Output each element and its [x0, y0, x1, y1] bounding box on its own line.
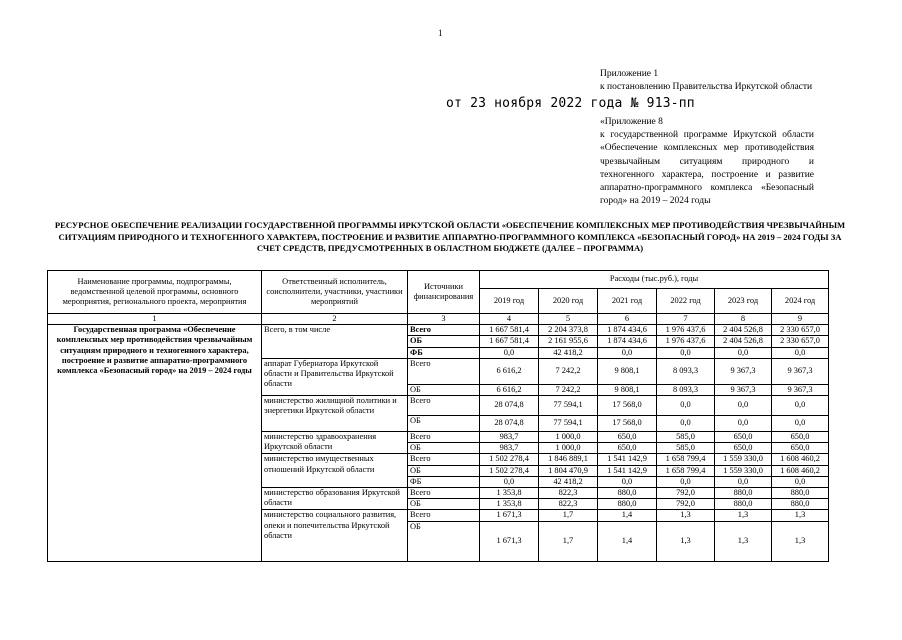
annex-line: аппаратно-программного комплекса «Безопасный — [600, 183, 814, 194]
value-cell: 77 594,1 — [539, 396, 598, 416]
value-cell: 650,0 — [715, 432, 772, 443]
executor-cell: аппарат Губернатора Иркутской области и Правительства Иркутской области — [262, 358, 408, 395]
annex-line: к государственной программе Иркутской области — [600, 130, 814, 141]
value-cell: 1 608 460,2 — [772, 454, 829, 465]
executor-cell: Всего, в том числе — [262, 325, 408, 359]
value-cell: 1,3 — [657, 510, 715, 521]
value-cell: 28 074,8 — [480, 416, 539, 432]
source-cell: Всего — [408, 488, 480, 499]
value-cell: 1,4 — [598, 521, 657, 561]
annex-line: «Обеспечение комплексных мер противодействия — [600, 143, 814, 154]
column-number: 9 — [772, 314, 829, 325]
annex-line: «Приложение 8 — [600, 117, 663, 127]
column-number: 7 — [657, 314, 715, 325]
source-cell: ОБ — [408, 521, 480, 561]
source-cell: ФБ — [408, 347, 480, 358]
value-cell: 9 808,1 — [598, 358, 657, 384]
column-number-row — [48, 314, 829, 325]
value-cell: 650,0 — [772, 432, 829, 443]
value-cell: 2 330 657,0 — [772, 325, 829, 336]
value-cell: 650,0 — [598, 432, 657, 443]
program-name: Государственная программа «Обеспечение комплексных мер противодействия чрезвычайным ситуациям природного и техногенного характера, построение и развитие аппаратно-программного комплекса «Безопасный город» на 2019 – 2024 годы — [48, 325, 262, 561]
value-cell: 0,0 — [657, 347, 715, 358]
value-cell: 822,3 — [539, 488, 598, 499]
value-cell: 1 541 142,9 — [598, 465, 657, 476]
value-cell: 0,0 — [715, 347, 772, 358]
value-cell: 1,7 — [539, 521, 598, 561]
value-cell: 1 667 581,4 — [480, 325, 539, 336]
value-cell: 0,0 — [480, 476, 539, 487]
year-header: 2022 год — [657, 289, 715, 314]
value-cell: 17 568,0 — [598, 416, 657, 432]
value-cell: 880,0 — [715, 499, 772, 510]
value-cell: 1 667 581,4 — [480, 336, 539, 347]
value-cell: 6 616,2 — [480, 358, 539, 384]
value-cell: 9 367,3 — [715, 384, 772, 395]
value-cell: 1 559 330,0 — [715, 454, 772, 465]
value-cell: 1 000,0 — [539, 432, 598, 443]
value-cell: 8 093,3 — [657, 358, 715, 384]
column-number: 4 — [480, 314, 539, 325]
source-cell: ФБ — [408, 476, 480, 487]
column-number: 6 — [598, 314, 657, 325]
column-number: 1 — [48, 314, 262, 325]
document-title: РЕСУРСНОЕ ОБЕСПЕЧЕНИЕ РЕАЛИЗАЦИИ ГОСУДАРСТВЕННОЙ ПРОГРАММЫ ИРКУТСКОЙ ОБЛАСТИ «ОБЕСПЕЧЕНИЕ КОМПЛЕКСНЫХ МЕР ПРОТИВОДЕЙСТВИЯ ЧРЕЗВЫЧАЙНЫМ СИТУАЦИЯМ ПРИРОДНОГО И ТЕХНОГЕННОГО ХАРАКТЕРА, ПОСТРОЕНИЕ И РАЗВИТИЕ АППАРАТНО-ПРОГРАММНОГО КОМПЛЕКСА «БЕЗОПАСНЫЙ ГОРОД» НА 2019 – 2024 ГОДЫ ЗА СЧЕТ СРЕДСТВ, ПРЕДУСМОТРЕННЫХ В ОБЛАСТНОМ БЮДЖЕТЕ (ДАЛЕЕ – ПРОГРАММА) — [54, 220, 846, 254]
annex-line: чрезвычайным ситуациям природного и — [600, 156, 814, 167]
value-cell: 792,0 — [657, 499, 715, 510]
col-header-executor: Ответственный исполнитель, соисполнители, участники, участники мероприятий — [262, 271, 408, 314]
source-cell: ОБ — [408, 443, 480, 454]
value-cell: 0,0 — [657, 476, 715, 487]
value-cell: 9 367,3 — [715, 358, 772, 384]
value-cell: 650,0 — [772, 443, 829, 454]
column-number: 2 — [262, 314, 408, 325]
value-cell: 880,0 — [772, 488, 829, 499]
source-cell: Всего — [408, 432, 480, 443]
header-line: к постановлению Правительства Иркутской области — [600, 82, 813, 92]
source-cell: Всего — [408, 358, 480, 384]
value-cell: 9 367,3 — [772, 358, 829, 384]
column-number: 5 — [539, 314, 598, 325]
column-number: 3 — [408, 314, 480, 325]
value-cell: 1 976 437,6 — [657, 336, 715, 347]
value-cell: 880,0 — [715, 488, 772, 499]
header-block — [600, 68, 812, 94]
value-cell: 1,3 — [715, 510, 772, 521]
value-cell: 1,3 — [772, 521, 829, 561]
year-header: 2021 год — [598, 289, 657, 314]
table-row — [48, 325, 829, 336]
value-cell: 1 000,0 — [539, 443, 598, 454]
source-cell: Всего — [408, 325, 480, 336]
value-cell: 1 658 799,4 — [657, 454, 715, 465]
value-cell: 822,3 — [539, 499, 598, 510]
value-cell: 585,0 — [657, 432, 715, 443]
value-cell: 0,0 — [715, 396, 772, 416]
value-cell: 2 161 955,6 — [539, 336, 598, 347]
value-cell: 1 559 330,0 — [715, 465, 772, 476]
value-cell: 0,0 — [715, 476, 772, 487]
value-cell: 0,0 — [598, 347, 657, 358]
source-cell: ОБ — [408, 465, 480, 476]
header-line: Приложение 1 — [600, 69, 659, 79]
value-cell: 1 846 889,1 — [539, 454, 598, 465]
value-cell: 1 804 470,9 — [539, 465, 598, 476]
value-cell: 983,7 — [480, 443, 539, 454]
annex-line: техногенного характера, построение и развитие — [600, 169, 814, 180]
year-header: 2020 год — [539, 289, 598, 314]
value-cell: 1,3 — [715, 521, 772, 561]
executor-cell: министерство социального развития, опеки и попечительства Иркутской области — [262, 510, 408, 561]
source-cell: ОБ — [408, 384, 480, 395]
value-cell: 650,0 — [598, 443, 657, 454]
value-cell: 1 608 460,2 — [772, 465, 829, 476]
value-cell: 2 204 373,8 — [539, 325, 598, 336]
source-cell: ОБ — [408, 416, 480, 432]
executor-cell: министерство здравоохранения Иркутской области — [262, 432, 408, 454]
value-cell: 28 074,8 — [480, 396, 539, 416]
value-cell: 0,0 — [480, 347, 539, 358]
value-cell: 1,7 — [539, 510, 598, 521]
value-cell: 2 404 526,8 — [715, 336, 772, 347]
value-cell: 9 367,3 — [772, 384, 829, 395]
col-header-expenses: Расходы (тыс.руб.), годы — [480, 271, 829, 289]
value-cell: 0,0 — [772, 347, 829, 358]
source-cell: Всего — [408, 510, 480, 521]
value-cell: 1 874 434,6 — [598, 325, 657, 336]
executor-cell: министерство образования Иркутской области — [262, 488, 408, 510]
value-cell: 792,0 — [657, 488, 715, 499]
value-cell: 880,0 — [772, 499, 829, 510]
col-header-source: Источники финансирования — [408, 271, 480, 314]
value-cell: 650,0 — [715, 443, 772, 454]
value-cell: 1,3 — [657, 521, 715, 561]
executor-cell: министерство имущественных отношений Иркутской области — [262, 454, 408, 488]
value-cell: 0,0 — [657, 416, 715, 432]
value-cell: 9 808,1 — [598, 384, 657, 395]
value-cell: 1 658 799,4 — [657, 465, 715, 476]
value-cell: 2 330 657,0 — [772, 336, 829, 347]
value-cell: 42 418,2 — [539, 347, 598, 358]
value-cell: 0,0 — [657, 396, 715, 416]
col-header-name: Наименование программы, подпрограммы, ведомственной целевой программы, основного мероприятия, регионального проекта, мероприятия — [48, 271, 262, 314]
source-cell: Всего — [408, 396, 480, 416]
value-cell: 1,4 — [598, 510, 657, 521]
year-header: 2023 год — [715, 289, 772, 314]
value-cell: 0,0 — [715, 416, 772, 432]
value-cell: 0,0 — [772, 396, 829, 416]
value-cell: 7 242,2 — [539, 384, 598, 395]
value-cell: 880,0 — [598, 488, 657, 499]
value-cell: 1 976 437,6 — [657, 325, 715, 336]
value-cell: 42 418,2 — [539, 476, 598, 487]
value-cell: 0,0 — [772, 416, 829, 432]
annex-line: город» на 2019 – 2024 годы — [600, 196, 711, 207]
value-cell: 585,0 — [657, 443, 715, 454]
value-cell: 880,0 — [598, 499, 657, 510]
value-cell: 1,3 — [772, 510, 829, 521]
resource-table — [47, 270, 829, 562]
value-cell: 2 404 526,8 — [715, 325, 772, 336]
value-cell: 7 242,2 — [539, 358, 598, 384]
year-header: 2019 год — [480, 289, 539, 314]
page-number: 1 — [438, 28, 443, 38]
value-cell: 1 502 278,4 — [480, 465, 539, 476]
value-cell: 983,7 — [480, 432, 539, 443]
value-cell: 77 594,1 — [539, 416, 598, 432]
source-cell: ОБ — [408, 499, 480, 510]
value-cell: 1 541 142,9 — [598, 454, 657, 465]
value-cell: 1 874 434,6 — [598, 336, 657, 347]
column-number: 8 — [715, 314, 772, 325]
executor-cell: министерство жилищной политики и энергетики Иркутской области — [262, 396, 408, 432]
value-cell: 17 568,0 — [598, 396, 657, 416]
year-header: 2024 год — [772, 289, 829, 314]
annex-block — [600, 116, 814, 208]
value-cell: 6 616,2 — [480, 384, 539, 395]
value-cell: 1 671,3 — [480, 521, 539, 561]
value-cell: 1 353,8 — [480, 488, 539, 499]
value-cell: 0,0 — [598, 476, 657, 487]
resolution-stamp: от 23 ноября 2022 года № 913-пп — [446, 96, 695, 111]
source-cell: ОБ — [408, 336, 480, 347]
source-cell: Всего — [408, 454, 480, 465]
value-cell: 0,0 — [772, 476, 829, 487]
value-cell: 1 502 278,4 — [480, 454, 539, 465]
value-cell: 1 671,3 — [480, 510, 539, 521]
value-cell: 1 353,8 — [480, 499, 539, 510]
value-cell: 8 093,3 — [657, 384, 715, 395]
